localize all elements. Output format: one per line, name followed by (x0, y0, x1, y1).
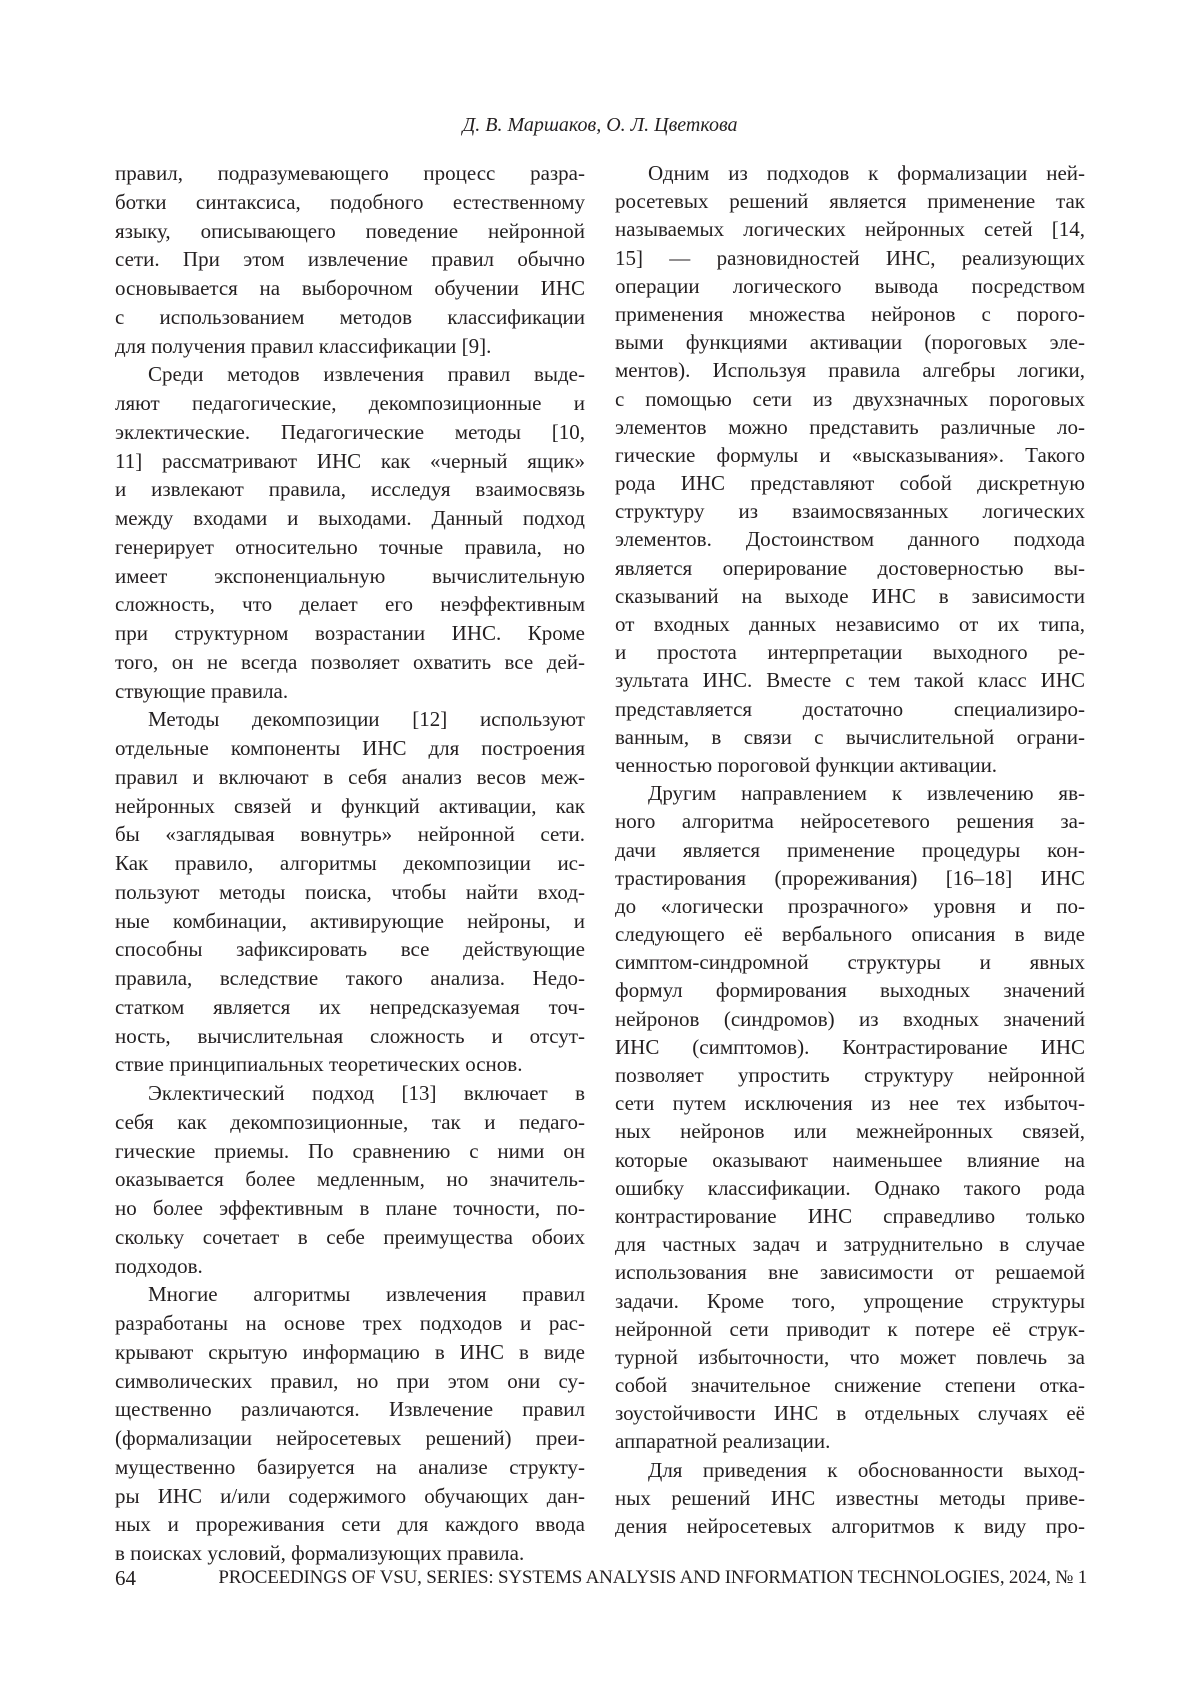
text-line: (формализации нейросетевых решений) преи- (115, 1424, 585, 1453)
text-line: отдельные компоненты ИНС для построения (115, 734, 585, 763)
text-line: ры ИНС и/или содержимого обучающих дан- (115, 1482, 585, 1511)
text-line: скольку сочетает в себе преимущества обоих (115, 1223, 585, 1252)
text-line: симптом-синдромной структуры и явных (615, 948, 1085, 976)
text-line: ных нейронов или межнейронных связей, (615, 1117, 1085, 1145)
text-line: гические формулы и «высказывания». Такого (615, 441, 1085, 469)
text-line: турной избыточности, что может повлечь за (615, 1343, 1085, 1371)
text-line: называемых логических нейронных сетей [14, (615, 215, 1085, 243)
text-line: до «логически прозрачного» уровня и по- (615, 892, 1085, 920)
text-line: Одним из подходов к формализации ней- (615, 159, 1085, 187)
paragraph (115, 1280, 585, 1568)
right-column (615, 159, 1085, 1540)
text-line: сети путем исключения из нее тех избыточ- (615, 1089, 1085, 1117)
text-line: нейронных связей и функций активации, как (115, 792, 585, 821)
text-line: правила, вследствие такого анализа. Недо- (115, 964, 585, 993)
text-line: которые оказывают наименьшее влияние на (615, 1146, 1085, 1174)
text-line: мущественно базируется на анализе структу- (115, 1453, 585, 1482)
text-line: ность, вычислительная сложность и отсут- (115, 1022, 585, 1051)
text-line: ствие принципиальных теоретических основ. (115, 1050, 585, 1079)
paragraph (615, 779, 1085, 1456)
text-line: с использованием методов классификации (115, 303, 585, 332)
text-line: использования вне зависимости от решаемой (615, 1258, 1085, 1286)
text-line: между входами и выходами. Данный подход (115, 504, 585, 533)
text-line: 15] — разновидностей ИНС, реализующих (615, 244, 1085, 272)
text-line: имеет экспоненциальную вычислительную (115, 562, 585, 591)
text-line: позволяет упростить структуру нейронной (615, 1061, 1085, 1089)
text-line: ментов). Используя правила алгебры логики, (615, 356, 1085, 384)
text-line: ствующие правила. (115, 677, 585, 706)
text-line: дения нейросетевых алгоритмов к виду про- (615, 1512, 1085, 1540)
text-line: Методы декомпозиции [12] используют (115, 705, 585, 734)
running-head-authors: Д. В. Маршаков, О. Л. Цветкова (0, 114, 1200, 137)
text-line: ные комбинации, активирующие нейроны, и (115, 907, 585, 936)
text-line: для получения правил классификации [9]. (115, 332, 585, 361)
text-line: пользуют методы поиска, чтобы найти вход- (115, 878, 585, 907)
text-line: и извлекают правила, исследуя взаимосвязь (115, 475, 585, 504)
text-line: эклектические. Педагогические методы [10, (115, 418, 585, 447)
text-line: Среди методов извлечения правил выде- (115, 360, 585, 389)
journal-title: PROCEEDINGS OF VSU, SERIES: SYSTEMS ANALYSIS AND INFORMATION TECHNOLOGIES, 2024, № 1 (218, 1567, 1087, 1589)
left-column (115, 159, 585, 1568)
text-line: символических правил, но при этом они су- (115, 1367, 585, 1396)
text-line: ных и прореживания сети для каждого ввода (115, 1510, 585, 1539)
text-line: сказываний на выходе ИНС в зависимости (615, 582, 1085, 610)
text-line: гические приемы. По сравнению с ними он (115, 1137, 585, 1166)
text-line: контрастирование ИНС справедливо только (615, 1202, 1085, 1230)
text-line: статком является их непредсказуемая точ- (115, 993, 585, 1022)
text-line: операции логического вывода посредством (615, 272, 1085, 300)
text-line: ченностью пороговой функции активации. (615, 751, 1085, 779)
paragraph (115, 705, 585, 1079)
text-line: себя как декомпозиционные, так и педаго- (115, 1108, 585, 1137)
text-line: основывается на выборочном обучении ИНС (115, 274, 585, 303)
text-line: элементов можно представить различные ло- (615, 413, 1085, 441)
text-line: рода ИНС представляют собой дискретную (615, 469, 1085, 497)
text-line: нейронной сети приводит к потере её струк- (615, 1315, 1085, 1343)
text-line: крывают скрытую информацию в ИНС в виде (115, 1338, 585, 1367)
text-line: структуру из взаимосвязанных логических (615, 497, 1085, 525)
text-line: элементов. Достоинством данного подхода (615, 525, 1085, 553)
text-line: ляют педагогические, декомпозиционные и (115, 389, 585, 418)
text-line: формул формирования выходных значений (615, 976, 1085, 1004)
text-line: представляется достаточно специализиро- (615, 695, 1085, 723)
text-line: ных решений ИНС известны методы приве- (615, 1484, 1085, 1512)
text-line: задачи. Кроме того, упрощение структуры (615, 1287, 1085, 1315)
paragraph (615, 1456, 1085, 1541)
text-line: является оперирование достоверностью вы- (615, 554, 1085, 582)
text-line: росетевых решений является применение так (615, 187, 1085, 215)
text-line: сети. При этом извлечение правил обычно (115, 245, 585, 274)
text-line: с помощью сети из двухзначных пороговых (615, 385, 1085, 413)
text-line: выми функциями активации (пороговых эле- (615, 328, 1085, 356)
text-line: разработаны на основе трех подходов и рас- (115, 1309, 585, 1338)
text-line: Эклектический подход [13] включает в (115, 1079, 585, 1108)
text-line: ботки синтаксиса, подобного естественному (115, 188, 585, 217)
text-line: ИНС (симптомов). Контрастирование ИНС (615, 1033, 1085, 1061)
text-line: от входных данных независимо от их типа, (615, 610, 1085, 638)
text-line: в поисках условий, формализующих правила. (115, 1539, 585, 1568)
paragraph (115, 360, 585, 705)
text-line: генерирует относительно точные правила, но (115, 533, 585, 562)
text-line: способны зафиксировать все действующие (115, 935, 585, 964)
text-line: но более эффективным в плане точности, по- (115, 1194, 585, 1223)
text-line: Многие алгоритмы извлечения правил (115, 1280, 585, 1309)
text-line: ванным, в связи с вычислительной ограни- (615, 723, 1085, 751)
text-line: сложность, что делает его неэффективным (115, 590, 585, 619)
text-line: для частных задач и затруднительно в случае (615, 1230, 1085, 1258)
text-line: собой значительное снижение степени отка- (615, 1371, 1085, 1399)
text-line: того, он не всегда позволяет охватить все дей- (115, 648, 585, 677)
text-line: Другим направлением к извлечению яв- (615, 779, 1085, 807)
text-line: оказывается более медленным, но значитель- (115, 1165, 585, 1194)
text-line: правил, подразумевающего процесс разра- (115, 159, 585, 188)
paragraph (115, 1079, 585, 1280)
text-line: при структурном возрастании ИНС. Кроме (115, 619, 585, 648)
text-line: ошибку классификации. Однако такого рода (615, 1174, 1085, 1202)
page-number: 64 (115, 1566, 136, 1591)
text-line: зоустойчивости ИНС в отдельных случаях её (615, 1399, 1085, 1427)
paragraph (115, 159, 585, 360)
text-line: языку, описывающего поведение нейронной (115, 217, 585, 246)
paragraph (615, 159, 1085, 779)
text-line: нейронов (синдромов) из входных значений (615, 1005, 1085, 1033)
text-line: бы «заглядывая вовнутрь» нейронной сети. (115, 820, 585, 849)
text-line: трастирования (прореживания) [16–18] ИНС (615, 864, 1085, 892)
text-line: подходов. (115, 1252, 585, 1281)
text-line: 11] рассматривают ИНС как «черный ящик» (115, 447, 585, 476)
text-line: применения множества нейронов с порого- (615, 300, 1085, 328)
text-line: Как правило, алгоритмы декомпозиции ис- (115, 849, 585, 878)
text-line: дачи является применение процедуры кон- (615, 836, 1085, 864)
text-line: и простота интерпретации выходного ре- (615, 638, 1085, 666)
text-line: зультата ИНС. Вместе с тем такой класс ИНС (615, 666, 1085, 694)
text-line: правил и включают в себя анализ весов меж- (115, 763, 585, 792)
text-line: аппаратной реализации. (615, 1427, 1085, 1455)
text-line: Для приведения к обоснованности выход- (615, 1456, 1085, 1484)
text-line: следующего её вербального описания в виде (615, 920, 1085, 948)
text-line: ного алгоритма нейросетевого решения за- (615, 807, 1085, 835)
text-line: щественно различаются. Извлечение правил (115, 1395, 585, 1424)
